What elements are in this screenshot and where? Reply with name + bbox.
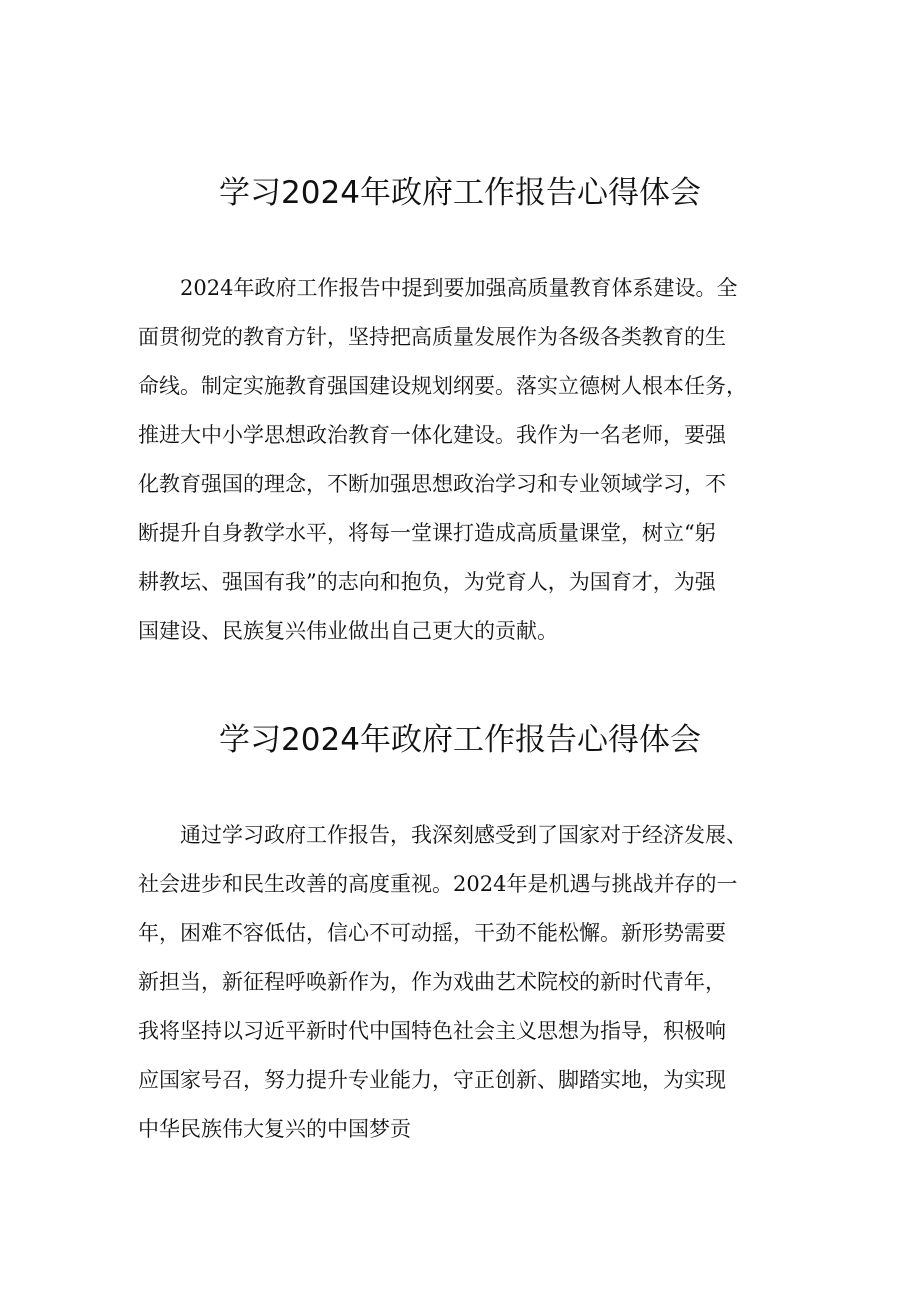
- section-1-paragraph: [138, 264, 798, 656]
- paragraph-line: 2024年政府工作报告中提到要加强高质量教育体系建设。全: [138, 276, 738, 300]
- paragraph-line: 我将坚持以习近平新时代中国特色社会主义思想为指导，积极响: [138, 1019, 726, 1043]
- paragraph-line: 国建设、民族复兴伟业做出自己更大的贡献。: [138, 619, 558, 643]
- paragraph-line: 断提升自身教学水平，将每一堂课打造成高质量课堂，树立“躬: [138, 521, 716, 545]
- paragraph-line: 应国家号召，努力提升专业能力，守正创新、脚踏实地，为实现: [138, 1068, 726, 1092]
- section-2-title: 学习2024年政府工作报告心得体会: [219, 722, 701, 758]
- paragraph-line: 新担当，新征程呼唤新作为，作为戏曲艺术院校的新时代青年，: [138, 970, 726, 994]
- section-2-paragraph: [138, 811, 798, 1154]
- paragraph-line: 通过学习政府工作报告，我深刻感受到了国家对于经济发展、: [138, 823, 747, 847]
- paragraph-line: 年，困难不容低估，信心不可动摇，干劲不能松懈。新形势需要: [138, 921, 726, 945]
- paragraph-line: 命线。制定实施教育强国建设规划纲要。落实立德树人根本任务，: [138, 374, 747, 398]
- paragraph-line: 耕教坛、强国有我”的志向和抱负，为党育人，为国育才，为强: [138, 570, 716, 594]
- paragraph-line: 社会进步和民生改善的高度重视。2024年是机遇与挑战并存的一: [138, 872, 738, 896]
- paragraph-line: 中华民族伟大复兴的中国梦贡: [138, 1117, 411, 1141]
- paragraph-line: 化教育强国的理念，不断加强思想政治学习和专业领域学习，不: [138, 472, 726, 496]
- paragraph-line: 面贯彻党的教育方针，坚持把高质量发展作为各级各类教育的生: [138, 325, 726, 349]
- paragraph-line: 推进大中小学思想政治教育一体化建设。我作为一名老师，要强: [138, 423, 726, 447]
- section-1-title: 学习2024年政府工作报告心得体会: [219, 175, 701, 211]
